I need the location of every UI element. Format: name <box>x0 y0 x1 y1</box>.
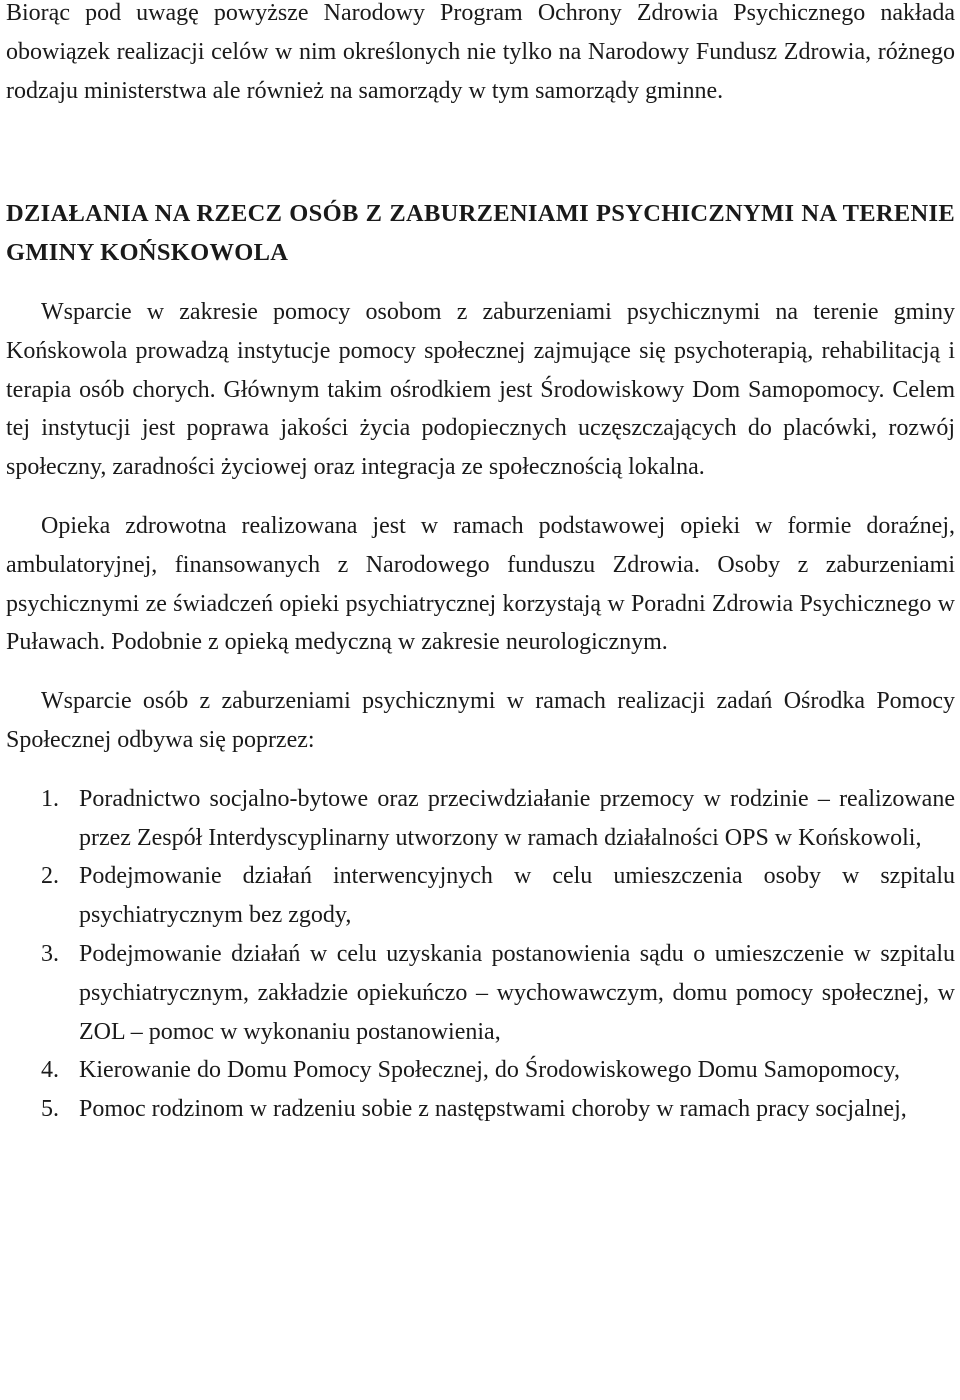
list-item <box>6 780 955 858</box>
list-item-number: 1. <box>41 785 59 812</box>
list-item-number: 5. <box>41 1096 59 1123</box>
list-item-text: Poradnictwo socjalno-bytowe oraz przeciwdziałanie przemocy w rodzinie – realizowane przez Zespół Interdyscyplinarny utworzony w ramach działalności OPS w Końskowoli, <box>79 785 955 851</box>
list-item <box>6 857 955 935</box>
list-item <box>6 935 955 1051</box>
intro-paragraph: Biorąc pod uwagę powyższe Narodowy Program Ochrony Zdrowia Psychicznego nakłada obowiązek realizacji celów w nim określonych nie tylko na Narodowy Fundusz Zdrowia, różnego rodzaju ministerstwa ale również na samorządy w tym samorządy gminne. <box>6 0 955 104</box>
list-item-text: Kierowanie do Domu Pomocy Społecznej, do Środowiskowego Domu Samopomocy, <box>79 1057 901 1084</box>
list-item-text: Podejmowanie działań interwencyjnych w celu umieszczenia osoby w szpitalu psychiatrycznym bez zgody, <box>79 863 955 929</box>
list-item-number: 2. <box>41 863 59 890</box>
ops-support-paragraph: Wsparcie osób z zaburzeniami psychicznymi w ramach realizacji zadań Ośrodka Pomocy Społecznej odbywa się poprzez: <box>6 688 955 753</box>
list-item-number: 4. <box>41 1057 59 1084</box>
document-page <box>6 0 955 1129</box>
list-item-text: Podejmowanie działań w celu uzyskania postanowienia sądu o umieszczenie w szpitalu psychiatrycznym, zakładzie opiekuńczo – wychowawczym, domu pomocy społecznej, w ZOL – pomoc w wykonaniu postanowienia, <box>79 940 955 1045</box>
activities-list <box>6 780 955 1129</box>
list-item <box>6 1090 955 1129</box>
section-heading: DZIAŁANIA NA RZECZ OSÓB Z ZABURZENIAMI PSYCHICZNYMI NA TERENIE GMINY KOŃSKOWOLA <box>6 200 955 267</box>
list-item <box>6 1051 955 1090</box>
support-paragraph: Wsparcie w zakresie pomocy osobom z zaburzeniami psychicznymi na terenie gminy Końskowola prowadzą instytucje pomocy społecznej zajmujące się psychoterapią, rehabilitacją i terapia osób chorych. Głównym takim ośrodkiem jest Środowiskowy Dom Samopomocy. Celem tej instytucji jest poprawa jakości życia podopiecznych uczęszczających do placówki, rozwój społeczny, zaradności życiowej oraz integracja ze społecznością lokalna. <box>6 298 955 481</box>
healthcare-paragraph: Opieka zdrowotna realizowana jest w ramach podstawowej opieki w formie doraźnej, ambulatoryjnej, finansowanych z Narodowego funduszu Zdrowia. Osoby z zaburzeniami psychicznymi ze świadczeń opieki psychiatrycznej korzystają w Poradni Zdrowia Psychicznego w Puławach. Podobnie z opieką medyczną w zakresie neurologicznym. <box>6 512 955 656</box>
list-item-text: Pomoc rodzinom w radzeniu sobie z następstwami choroby w ramach pracy socjalnej, <box>79 1096 907 1123</box>
list-item-number: 3. <box>41 940 59 967</box>
